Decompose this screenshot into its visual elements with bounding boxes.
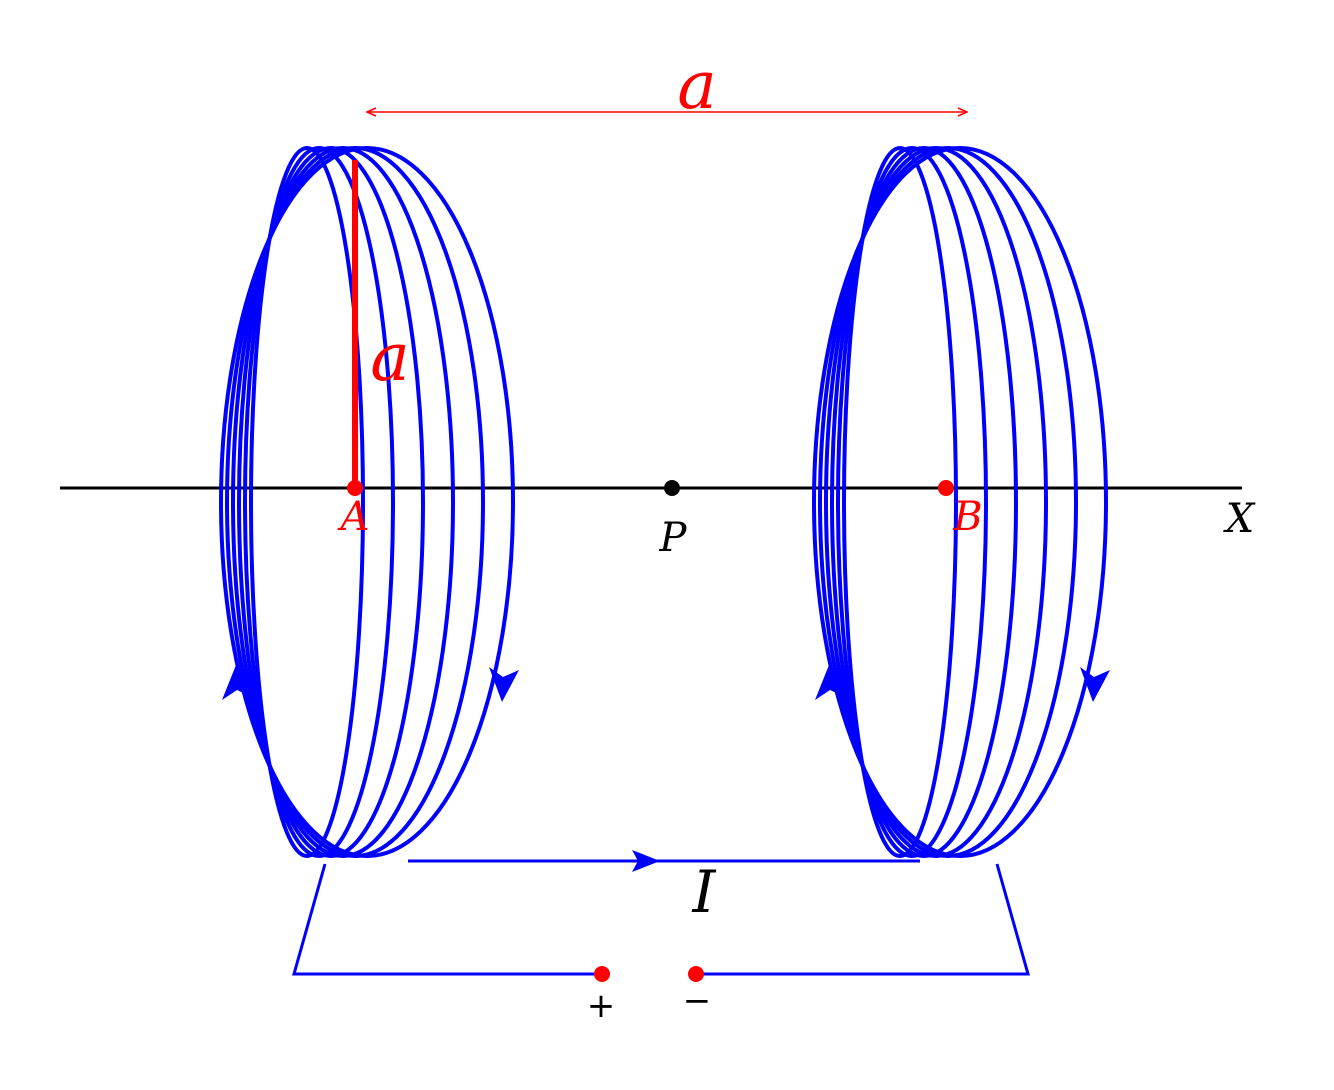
terminal-positive-label: + [586, 986, 616, 1026]
point-b-dot [938, 480, 954, 496]
point-p-label: P [659, 515, 687, 561]
coil-left [221, 148, 519, 856]
terminal-negative-dot [688, 966, 704, 982]
radius-label: a [370, 319, 410, 396]
point-a-label: A [340, 494, 370, 540]
separation-label: a [677, 47, 717, 124]
point-b-label: B [953, 494, 983, 540]
supply-wire-negative [696, 864, 1028, 974]
point-p-dot [664, 480, 680, 496]
axis-label: X [1225, 496, 1255, 542]
terminal-positive-dot [594, 966, 610, 982]
current-label: I [692, 858, 716, 926]
terminal-negative-label: − [682, 981, 712, 1021]
supply-wire-positive [294, 864, 602, 974]
